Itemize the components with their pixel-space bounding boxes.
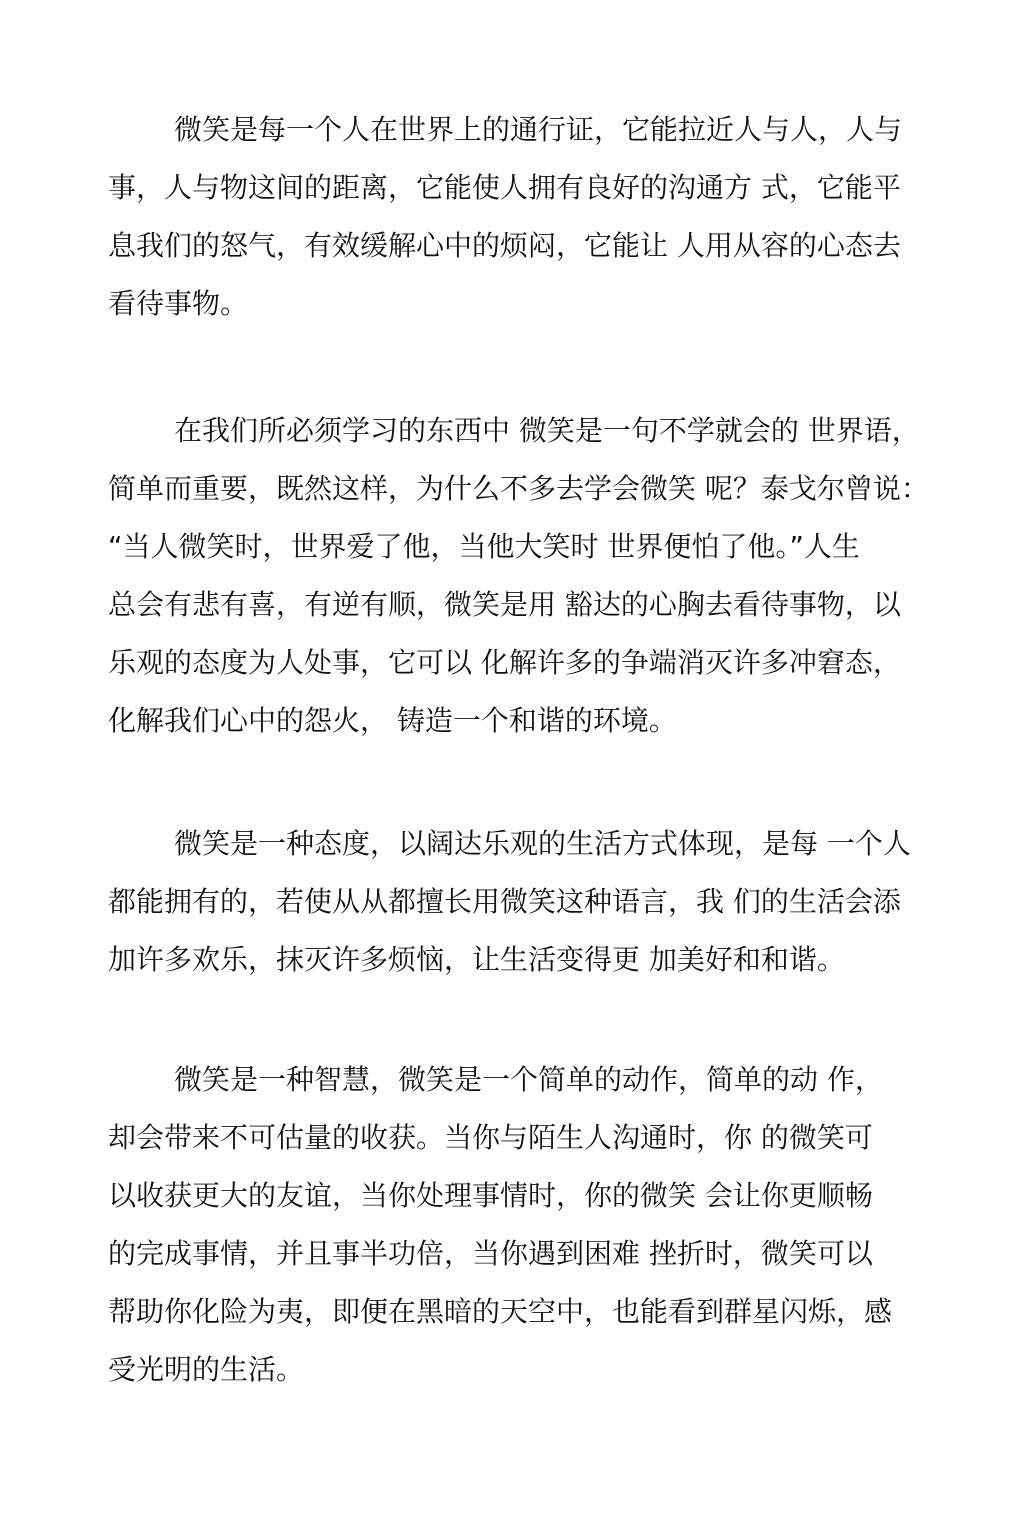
paragraph-line: 息我们的怒气，有效缓解心中的烦闷，它能让 人用从容的心态去 [108, 229, 901, 262]
paragraph-line: 事，人与物这间的距离，它能使人拥有良好的沟通方 式，它能平 [108, 171, 901, 204]
paragraph-line: 却会带来不可估量的收获。当你与陌生人沟通时，你 的微笑可 [108, 1121, 873, 1154]
paragraph-line: 加许多欢乐，抹灭许多烦恼，让生活变得更 加美好和和谐。 [108, 943, 845, 976]
paragraph-line: 微笑是一种智慧，微笑是一个简单的动作，简单的动 作， [174, 1063, 883, 1096]
paragraph-line: 都能拥有的，若使从从都擅长用微笑这种语言，我 们的生活会添 [108, 885, 901, 918]
paragraph-line: 化解我们心中的怨火， 铸造一个和谐的环境。 [108, 704, 677, 737]
paragraph-line: 帮助你化险为夷，即便在黑暗的天空中，也能看到群星闪烁，感 [108, 1295, 893, 1328]
paragraph-line: “当人微笑时，世界爱了他，当他大笑时 世界便怕了他。”人生 [108, 530, 860, 563]
paragraph-1 [108, 101, 948, 333]
paragraph-line: 乐观的态度为人处事，它可以 化解许多的争端消灭许多冲窘态， [108, 646, 901, 679]
paragraph-line: 微笑是一种态度，以阔达乐观的生活方式体现，是每 一个人 [174, 827, 911, 860]
paragraph-line: 受光明的生活。 [108, 1353, 305, 1386]
paragraph-line: 在我们所必须学习的东西中 微笑是一句不学就会的 世界语， [174, 414, 920, 447]
paragraph-line: 总会有悲有喜，有逆有顺，微笑是用 豁达的心胸去看待事物，以 [108, 588, 901, 621]
paragraph-line: 以收获更大的友谊，当你处理事情时，你的微笑 会让你更顺畅 [108, 1179, 873, 1212]
paragraph-3 [108, 815, 948, 989]
paragraph-line: 的完成事情，并且事半功倍，当你遇到困难 挫折时，微笑可以 [108, 1237, 873, 1270]
paragraph-2 [108, 402, 948, 750]
paragraph-line: 简单而重要，既然这样，为什么不多去学会微笑 呢？泰戈尔曾说： [108, 472, 929, 505]
paragraph-line: 看待事物。 [108, 287, 249, 320]
paragraph-4 [108, 1051, 948, 1399]
paragraph-line: 微笑是每一个人在世界上的通行证，它能拉近人与人，人与 [174, 113, 903, 146]
